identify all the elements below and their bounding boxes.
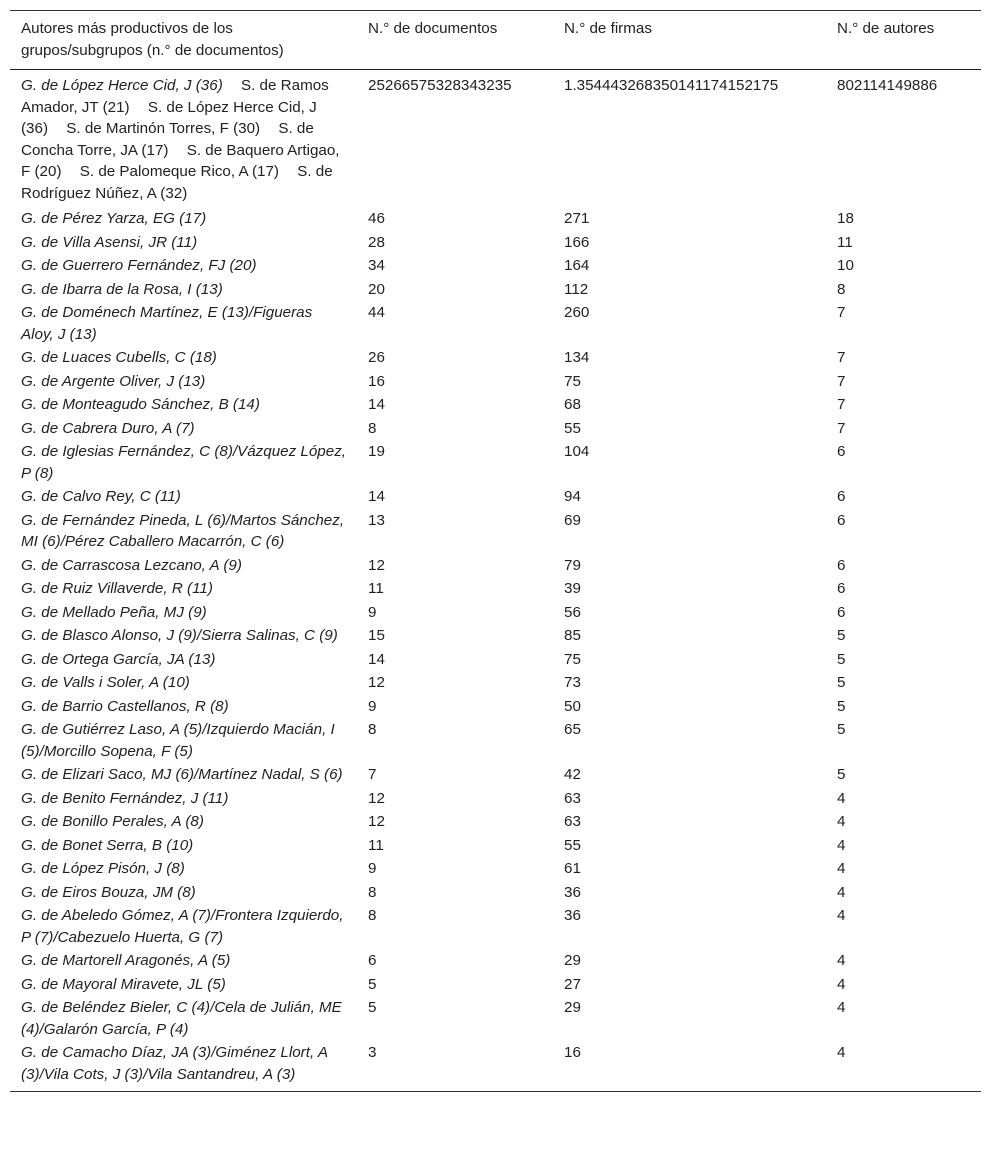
documentos-cell: 12: [368, 813, 385, 830]
group-cell: G. de Benito Fernández, J (11): [21, 789, 229, 807]
group-cell: G. de Monteagudo Sánchez, B (14): [21, 396, 260, 413]
table-row: [10, 1041, 981, 1092]
group-cell: G. de Ibarra de la Rosa, I (13): [21, 280, 223, 298]
group-cell: G. de Beléndez Bieler, C (4)/Cela de Julián, ME (4)/Galarón García, P (4): [21, 999, 342, 1038]
autores-cell: 6: [837, 511, 846, 529]
documentos-cell: 8: [368, 419, 377, 437]
subgroup-name: S. de Ramos Amador, JT (21): [21, 77, 329, 116]
autores-cell: 5: [837, 721, 846, 738]
firmas-cell: 134: [564, 349, 590, 366]
firmas-cell: 29: [564, 952, 581, 969]
autores-cell: 5: [837, 650, 846, 668]
autores-cell: 5: [837, 697, 846, 715]
firmas-cell: 29: [564, 999, 581, 1016]
subgroup-name: S. de Martinón Torres, F (30): [66, 120, 261, 137]
documentos-cell: 5: [368, 975, 377, 993]
autores-cell: 7: [837, 419, 846, 437]
table-row: [10, 949, 981, 973]
group-cell: G. de Pérez Yarza, EG (17): [21, 210, 207, 227]
group-cell: G. de Calvo Rey, C (11): [21, 488, 181, 505]
table-header: [10, 11, 981, 70]
group-cell: G. de Carrascosa Lezcano, A (9): [21, 556, 242, 574]
documentos-cell: 14: [368, 650, 385, 668]
authors-table: [10, 10, 981, 1092]
firmas-cell: 94: [564, 488, 581, 505]
autores-cell: 8: [837, 280, 846, 298]
autores-cell: 4: [837, 999, 846, 1016]
header-autores-productivos: Autores más productivos de los grupos/subgrupos (n.° de documentos): [10, 11, 357, 70]
table-row: [10, 881, 981, 905]
group-cell: G. de Doménech Martínez, E (13)/Figueras Aloy, J (13): [21, 304, 313, 343]
subgroup-name: S. de Palomeque Rico, A (17): [79, 163, 279, 180]
autores-cell: 4: [837, 975, 846, 993]
firmas-cell: 63: [564, 789, 581, 807]
group-cell: G. de Valls i Soler, A (10): [21, 674, 190, 691]
group-cell: G. de Elizari Saco, MJ (6)/Martínez Nadal, S (6): [21, 766, 343, 783]
documentos-cell: 16: [368, 372, 385, 390]
autores-cell: 802114149886: [837, 77, 938, 94]
group-cell: G. de Bonet Serra, B (10): [21, 836, 194, 854]
header-autores: N.° de autores: [826, 11, 981, 70]
firmas-cell: 104: [564, 443, 590, 460]
autores-cell: 6: [837, 580, 846, 597]
documentos-cell: 13: [368, 511, 385, 529]
firmas-cell: 36: [564, 883, 581, 901]
firmas-cell: 42: [564, 766, 581, 783]
group-cell: G. de Abeledo Gómez, A (7)/Frontera Izquierdo, P (7)/Cabezuelo Huerta, G (7): [21, 907, 344, 946]
autores-cell: 4: [837, 907, 846, 924]
table-row: [10, 485, 981, 509]
documentos-cell: 8: [368, 883, 377, 901]
subgroup-name: S. de Baquero Artigao, F (20): [21, 141, 340, 180]
documentos-cell: 9: [368, 697, 377, 715]
documentos-cell: 8: [368, 721, 377, 738]
documentos-cell: 28: [368, 233, 385, 251]
table-row: [10, 509, 981, 554]
table-row: [10, 254, 981, 278]
table-row: [10, 904, 981, 949]
firmas-cell: 36: [564, 907, 581, 924]
firmas-cell: 112: [564, 280, 589, 298]
firmas-cell: 68: [564, 396, 581, 413]
group-cell: G. de Barrio Castellanos, R (8): [21, 697, 229, 715]
table-row: [10, 301, 981, 346]
group-cell: G. de Martorell Aragonés, A (5): [21, 952, 231, 969]
group-name: G. de López Herce Cid, J (36): [21, 77, 223, 94]
firmas-cell: 73: [564, 674, 581, 691]
autores-cell: 4: [837, 860, 846, 877]
table-row: [10, 787, 981, 811]
firmas-cell: 1.354443268350141174152175: [564, 77, 779, 94]
table-row: [10, 857, 981, 881]
group-cell: G. de Cabrera Duro, A (7): [21, 419, 195, 437]
autores-cell: 6: [837, 443, 846, 460]
table-row: [10, 648, 981, 672]
firmas-cell: 56: [564, 603, 581, 621]
documentos-cell: 7: [368, 766, 377, 783]
group-cell: G. de Ortega García, JA (13): [21, 650, 216, 668]
documentos-cell: 14: [368, 396, 385, 413]
header-firmas: N.° de firmas: [553, 11, 826, 70]
table-row: [10, 973, 981, 997]
group-cell: G. de Bonillo Perales, A (8): [21, 813, 204, 830]
firmas-cell: 16: [553, 1041, 826, 1092]
table-row: [10, 624, 981, 648]
table-row: [10, 996, 981, 1041]
group-cell: [10, 70, 357, 208]
table-row: [10, 671, 981, 695]
header-documentos: N.° de documentos: [357, 11, 553, 70]
documentos-cell: 26: [368, 349, 385, 366]
documentos-cell: 8: [368, 907, 377, 924]
firmas-cell: 75: [564, 372, 581, 390]
autores-cell: 7: [837, 304, 846, 321]
autores-cell: 6: [837, 488, 846, 505]
group-cell: G. de Iglesias Fernández, C (8)/Vázquez López, P (8): [21, 443, 347, 482]
documentos-cell: 12: [368, 556, 385, 574]
table-row: [10, 346, 981, 370]
table-row: [10, 763, 981, 787]
table-row: [10, 393, 981, 417]
firmas-cell: 166: [564, 233, 590, 251]
subgroup-name: S. de Rodríguez Núñez, A (32): [21, 163, 333, 202]
group-cell: G. de Luaces Cubells, C (18): [21, 349, 217, 366]
autores-cell: 4: [837, 836, 846, 854]
autores-cell: 7: [837, 396, 846, 413]
documentos-cell: 3: [357, 1041, 553, 1092]
header-row: [10, 11, 981, 70]
firmas-cell: 63: [564, 813, 581, 830]
table-row: [10, 601, 981, 625]
table-container: [10, 10, 981, 1092]
autores-cell: 4: [837, 883, 846, 901]
firmas-cell: 65: [564, 721, 581, 738]
firmas-cell: 69: [564, 511, 581, 529]
table-row: [10, 231, 981, 255]
table-row: [10, 577, 981, 601]
firmas-cell: 271: [564, 210, 590, 227]
table-row: [10, 695, 981, 719]
autores-cell: 7: [837, 349, 846, 366]
documentos-cell: 19: [368, 443, 385, 460]
autores-cell: 6: [837, 556, 846, 574]
firmas-cell: 260: [564, 304, 590, 321]
autores-cell: 4: [837, 813, 846, 830]
firmas-cell: 79: [564, 556, 581, 574]
group-cell: G. de Blasco Alonso, J (9)/Sierra Salinas, C (9): [21, 627, 338, 644]
group-cell: G. de Gutiérrez Laso, A (5)/Izquierdo Macián, I (5)/Morcillo Sopena, F (5): [21, 721, 335, 760]
documentos-cell: 14: [368, 488, 385, 505]
table-row: [10, 810, 981, 834]
documentos-cell: 11: [368, 836, 384, 854]
table-row: [10, 70, 981, 208]
firmas-cell: 39: [564, 580, 581, 597]
group-cell: G. de Ruiz Villaverde, R (11): [21, 580, 213, 597]
group-cell: G. de Guerrero Fernández, FJ (20): [21, 257, 257, 274]
documentos-cell: 12: [368, 674, 385, 691]
autores-cell: 4: [837, 952, 846, 969]
table-row: [10, 554, 981, 578]
documentos-cell: 9: [368, 603, 377, 621]
subgroup-name: S. de López Herce Cid, J (36): [21, 98, 317, 137]
documentos-cell: 12: [368, 789, 385, 807]
autores-cell: 4: [837, 789, 846, 807]
firmas-cell: 164: [564, 257, 590, 274]
table-row: [10, 440, 981, 485]
autores-cell: 5: [837, 766, 846, 783]
firmas-cell: 75: [564, 650, 581, 668]
group-cell: G. de Eiros Bouza, JM (8): [21, 883, 196, 901]
documentos-cell: 15: [368, 627, 385, 644]
documentos-cell: 9: [368, 860, 377, 877]
group-cell: G. de Argente Oliver, J (13): [21, 372, 206, 390]
group-cell: G. de Villa Asensi, JR (11): [21, 233, 198, 251]
firmas-cell: 55: [564, 419, 581, 437]
group-cell: G. de Fernández Pineda, L (6)/Martos Sánchez, MI (6)/Pérez Caballero Macarrón, C (6): [21, 511, 345, 550]
table-row: [10, 834, 981, 858]
autores-cell: 5: [837, 627, 846, 644]
documentos-cell: 6: [368, 952, 377, 969]
documentos-cell: 11: [368, 580, 384, 597]
table-row: [10, 278, 981, 302]
documentos-cell: 25266575328343235: [368, 77, 512, 94]
firmas-cell: 85: [564, 627, 581, 644]
documentos-cell: 46: [368, 210, 385, 227]
firmas-cell: 50: [564, 697, 581, 715]
documentos-cell: 20: [368, 280, 385, 298]
firmas-cell: 27: [564, 975, 581, 993]
firmas-cell: 55: [564, 836, 581, 854]
table-body: [10, 70, 981, 1092]
group-cell: G. de Mayoral Miravete, JL (5): [21, 975, 226, 993]
group-cell: G. de Mellado Peña, MJ (9): [21, 603, 207, 621]
autores-cell: 6: [837, 603, 846, 621]
autores-cell: 10: [837, 257, 854, 274]
documentos-cell: 5: [368, 999, 377, 1016]
autores-cell: 11: [837, 233, 853, 251]
table-row: [10, 718, 981, 763]
table-row: [10, 207, 981, 231]
table-row: [10, 370, 981, 394]
autores-cell: 4: [826, 1041, 981, 1092]
firmas-cell: 61: [564, 860, 581, 877]
group-cell: G. de López Pisón, J (8): [21, 860, 185, 877]
documentos-cell: 44: [368, 304, 385, 321]
subgroup-name: S. de Concha Torre, JA (17): [21, 120, 314, 159]
group-cell: G. de Camacho Díaz, JA (3)/Giménez Llort, A (3)/Vila Cots, J (3)/Vila Santandreu, A (3): [10, 1041, 357, 1092]
documentos-cell: 34: [368, 257, 385, 274]
autores-cell: 7: [837, 372, 846, 390]
autores-cell: 18: [837, 210, 854, 227]
autores-cell: 5: [837, 674, 846, 691]
table-row: [10, 417, 981, 441]
